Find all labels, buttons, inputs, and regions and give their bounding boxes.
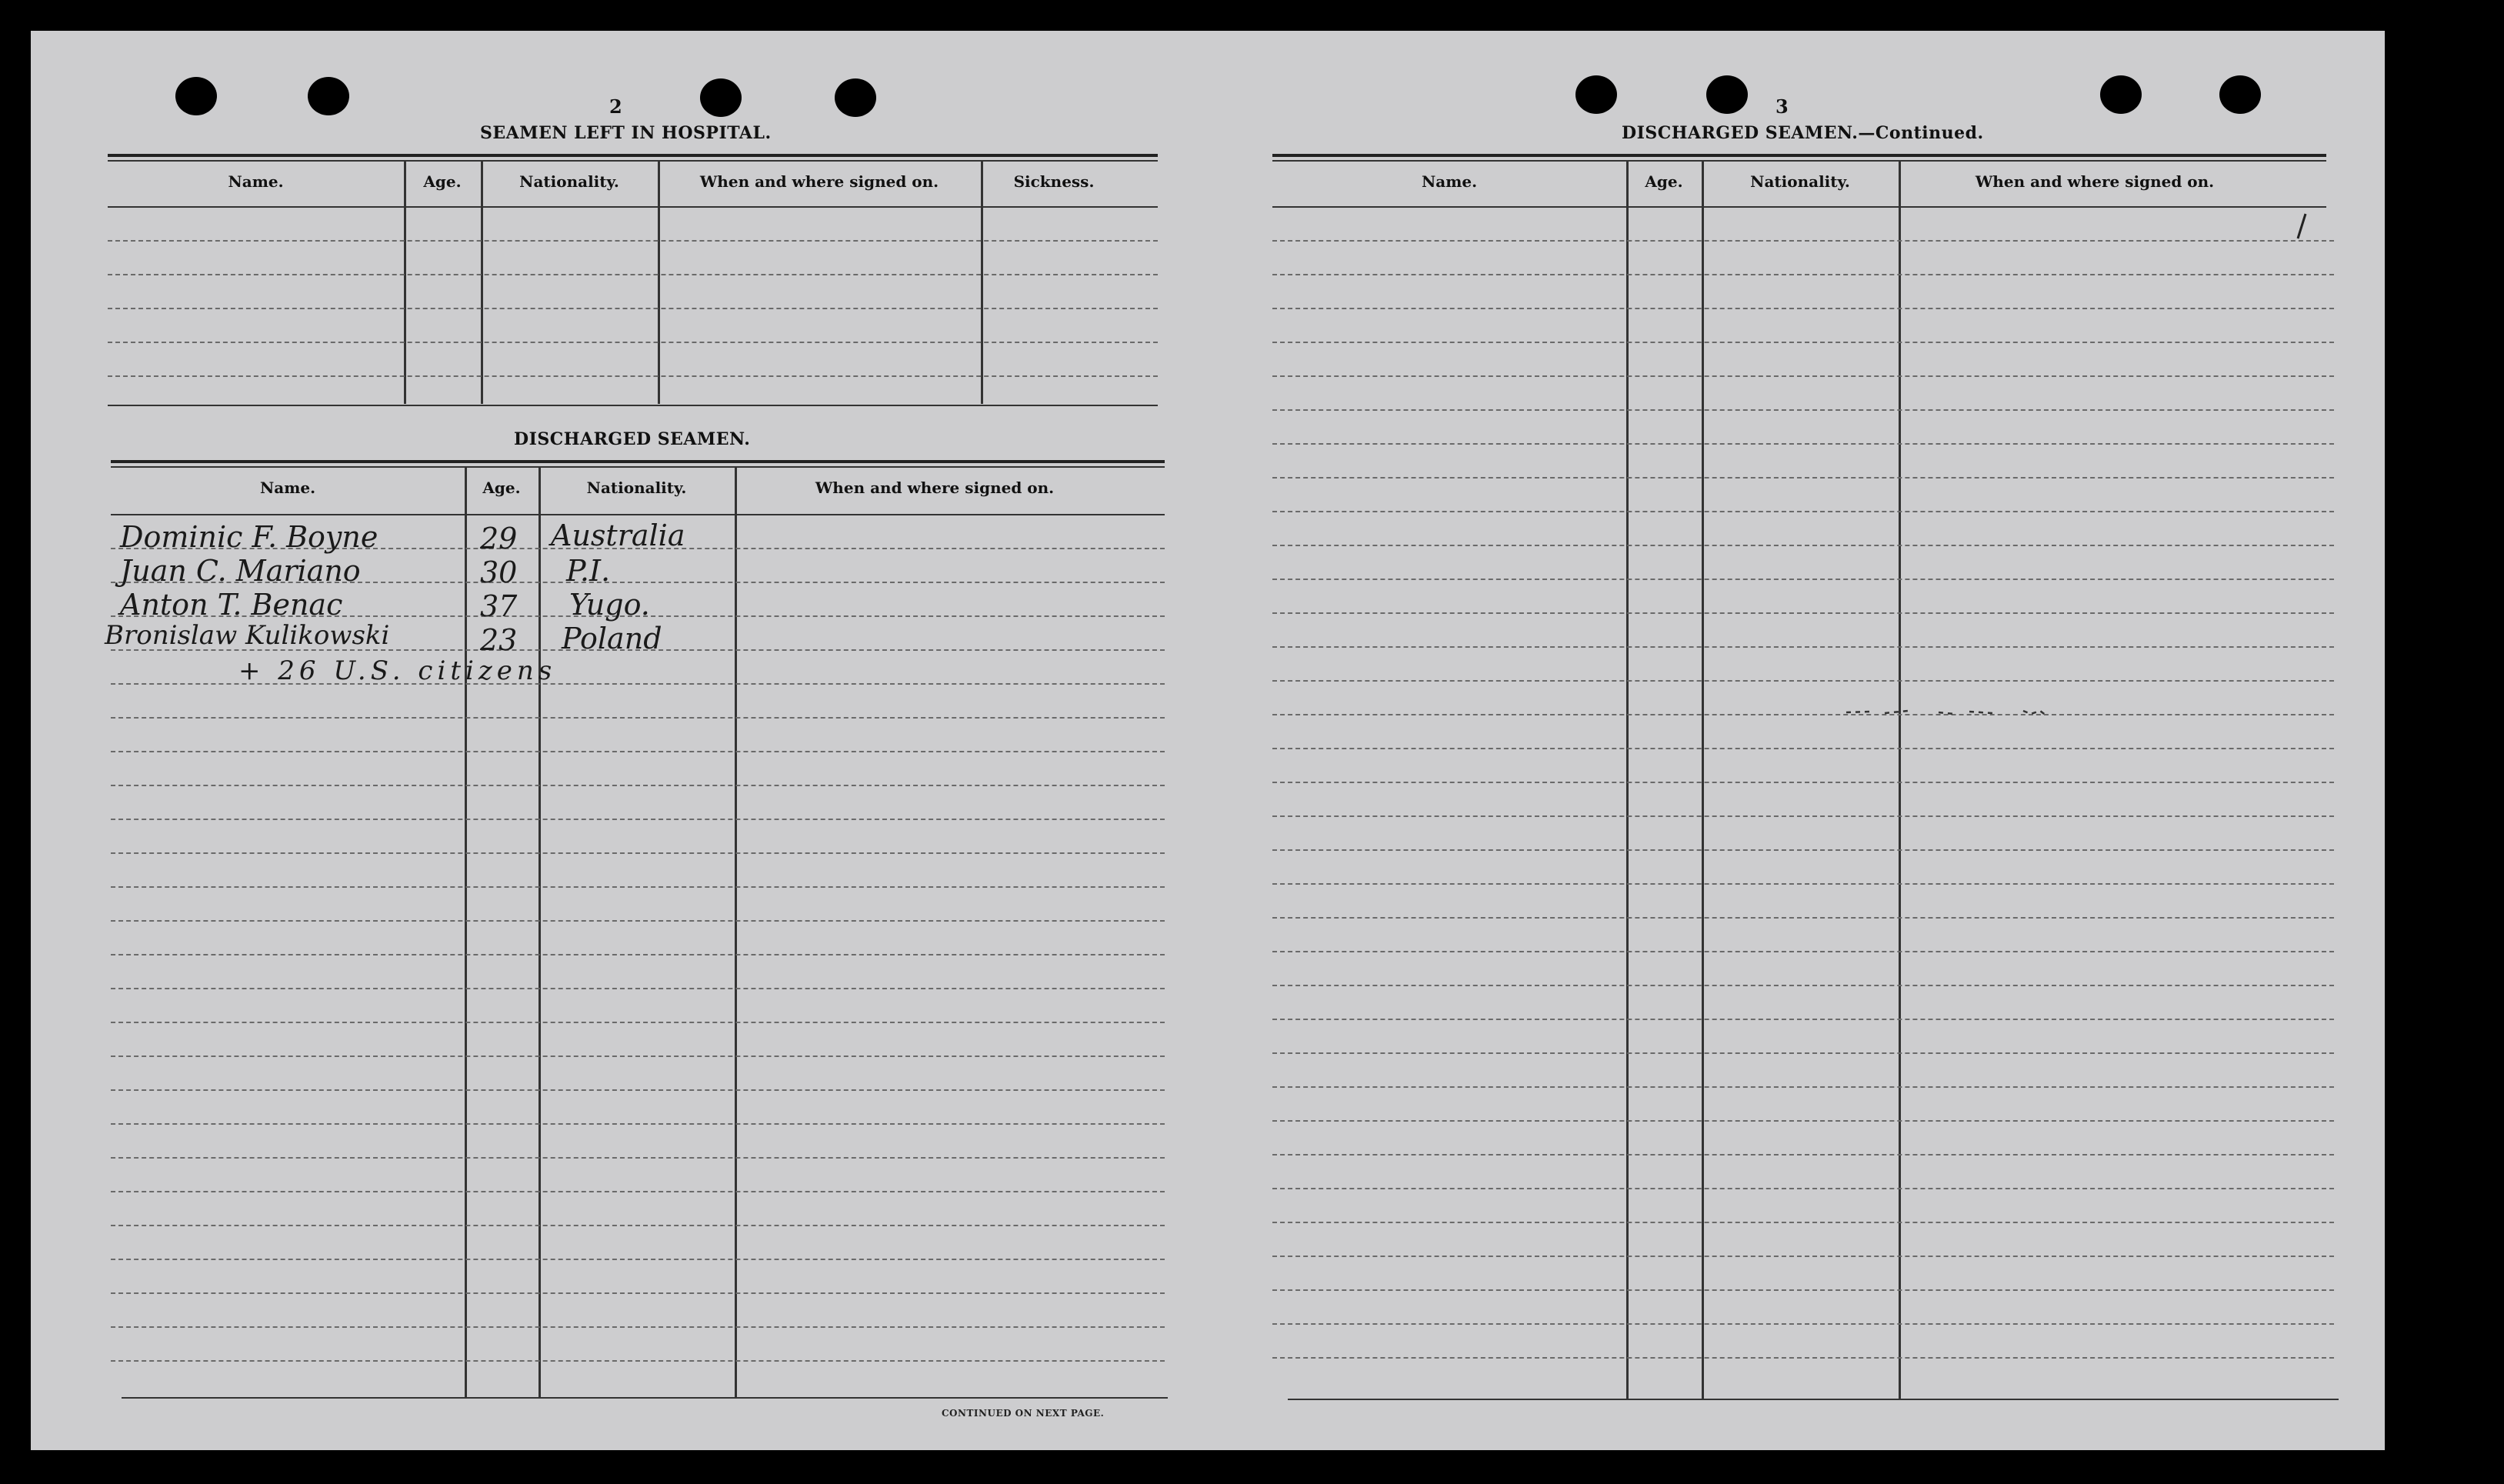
entry-line: [111, 1292, 1165, 1294]
entry-line: [108, 308, 1158, 309]
hospital-header-name: Name.: [228, 172, 284, 191]
entry-line: [111, 1326, 1165, 1328]
column-divider: [658, 162, 660, 404]
entry-line: [1272, 883, 2334, 885]
entry-line: [108, 240, 1158, 242]
seaman-nationality: Australia: [551, 519, 685, 552]
entry-line: [1272, 1052, 2334, 1054]
entry-line: [1272, 714, 2334, 715]
entry-line: [1272, 1086, 2334, 1088]
entry-line: [1272, 1120, 2334, 1122]
discharged-section-title: DISCHARGED SEAMEN.: [514, 429, 751, 449]
entry-line: [111, 1360, 1165, 1362]
column-divider: [1702, 162, 1704, 1400]
entry-line: [1272, 477, 2334, 479]
punch-hole: [1706, 75, 1748, 114]
rule: [111, 466, 1165, 468]
entry-line: [111, 1123, 1165, 1125]
entry-line: [1272, 274, 2334, 275]
document-sheet: [31, 31, 2385, 1450]
seaman-nationality: Poland: [562, 622, 662, 655]
seaman-name: Anton T. Benac: [120, 588, 343, 622]
continued-section-title: DISCHARGED SEAMEN.—Continued.: [1622, 123, 1984, 143]
punch-hole: [308, 77, 349, 115]
entry-line: [1272, 1289, 2334, 1291]
entry-line: [108, 375, 1158, 377]
hospital-header-sickness: Sickness.: [1013, 172, 1095, 191]
punch-hole: [700, 78, 742, 117]
entry-line: [1272, 680, 2334, 682]
entry-line: [1272, 375, 2334, 377]
entry-line: [1272, 985, 2334, 986]
rule: [1272, 160, 2326, 162]
pen-mark: [2289, 212, 2312, 243]
entry-line: [111, 785, 1165, 786]
rule: [1272, 206, 2326, 208]
entry-line: [1272, 409, 2334, 411]
punch-hole: [175, 77, 217, 115]
entry-line: [1272, 951, 2334, 952]
rule: [111, 514, 1165, 515]
entry-line: [111, 1157, 1165, 1159]
entry-line: [1272, 1357, 2334, 1359]
seaman-name: Juan C. Mariano: [120, 554, 361, 588]
column-divider: [1899, 162, 1901, 1400]
entry-line: [1272, 1222, 2334, 1223]
entry-line: [1272, 917, 2334, 919]
page-number-left: 2: [609, 95, 622, 118]
entry-line: [1272, 240, 2334, 242]
entry-line: [1272, 815, 2334, 817]
entry-line: [1272, 511, 2334, 512]
rule: [1288, 1399, 2339, 1400]
entry-line: [111, 1089, 1165, 1091]
punch-hole: [835, 78, 876, 117]
discharged-header-name: Name.: [259, 479, 316, 497]
entry-line: [1272, 579, 2334, 580]
rule: [108, 154, 1158, 157]
hospital-header-nationality: Nationality.: [519, 172, 619, 191]
entry-line: [111, 1225, 1165, 1226]
entry-line: [111, 886, 1165, 888]
entry-line: [1272, 849, 2334, 851]
entry-line: [111, 1055, 1165, 1057]
entry-line: [111, 1259, 1165, 1260]
pen-mark: [1839, 702, 2092, 722]
discharged-header-nationality: Nationality.: [586, 479, 687, 497]
column-divider: [1626, 162, 1629, 1400]
seaman-nationality: Yugo.: [569, 588, 650, 622]
entry-line: [108, 342, 1158, 343]
right-header-signed-on: When and where signed on.: [1975, 172, 2215, 191]
right-header-age: Age.: [1645, 172, 1683, 191]
discharged-header-age: Age.: [482, 479, 521, 497]
entry-line: [111, 819, 1165, 820]
rule: [122, 1397, 1168, 1399]
entry-line: [1272, 612, 2334, 614]
rule: [1272, 154, 2326, 157]
entry-line: [1272, 443, 2334, 445]
hospital-header-signed-on: When and where signed on.: [699, 172, 939, 191]
citizens-note: + 26 U.S. citizens: [238, 655, 557, 686]
rule: [111, 460, 1165, 463]
rule: [108, 206, 1158, 208]
entry-line: [1272, 1019, 2334, 1020]
entry-line: [111, 751, 1165, 752]
column-divider: [981, 162, 983, 404]
column-divider: [481, 162, 483, 404]
right-header-nationality: Nationality.: [1750, 172, 1850, 191]
entry-line: [108, 274, 1158, 275]
entry-line: [111, 852, 1165, 854]
entry-line: [111, 717, 1165, 719]
seaman-age: 23: [480, 623, 518, 657]
entry-line: [111, 920, 1165, 922]
entry-line: [1272, 308, 2334, 309]
column-divider: [404, 162, 406, 404]
rule: [108, 405, 1158, 406]
punch-hole: [2100, 75, 2142, 114]
entry-line: [1272, 1188, 2334, 1189]
entry-line: [1272, 1323, 2334, 1325]
entry-line: [1272, 1154, 2334, 1156]
entry-line: [1272, 1256, 2334, 1257]
entry-line: [1272, 782, 2334, 783]
entry-line: [1272, 748, 2334, 749]
continued-footer: CONTINUED ON NEXT PAGE.: [942, 1408, 1105, 1419]
seaman-age: 37: [480, 589, 518, 623]
rule: [108, 160, 1158, 162]
punch-hole: [2219, 75, 2261, 114]
right-header-name: Name.: [1421, 172, 1478, 191]
hospital-header-age: Age.: [423, 172, 462, 191]
page-number-right: 3: [1775, 95, 1789, 118]
seaman-age: 30: [480, 555, 518, 589]
punch-hole: [1575, 75, 1617, 114]
hospital-section-title: SEAMEN LEFT IN HOSPITAL.: [480, 123, 772, 143]
entry-line: [1272, 342, 2334, 343]
entry-line: [111, 1191, 1165, 1192]
seaman-age: 29: [480, 522, 518, 555]
entry-line: [111, 1022, 1165, 1023]
seaman-name: Bronislaw Kulikowski: [105, 620, 390, 651]
seaman-name: Dominic F. Boyne: [120, 520, 378, 554]
entry-line: [111, 954, 1165, 955]
seaman-nationality: P.I.: [566, 554, 611, 588]
entry-line: [1272, 646, 2334, 648]
entry-line: [1272, 545, 2334, 546]
discharged-header-signed-on: When and where signed on.: [815, 479, 1055, 497]
entry-line: [111, 988, 1165, 989]
